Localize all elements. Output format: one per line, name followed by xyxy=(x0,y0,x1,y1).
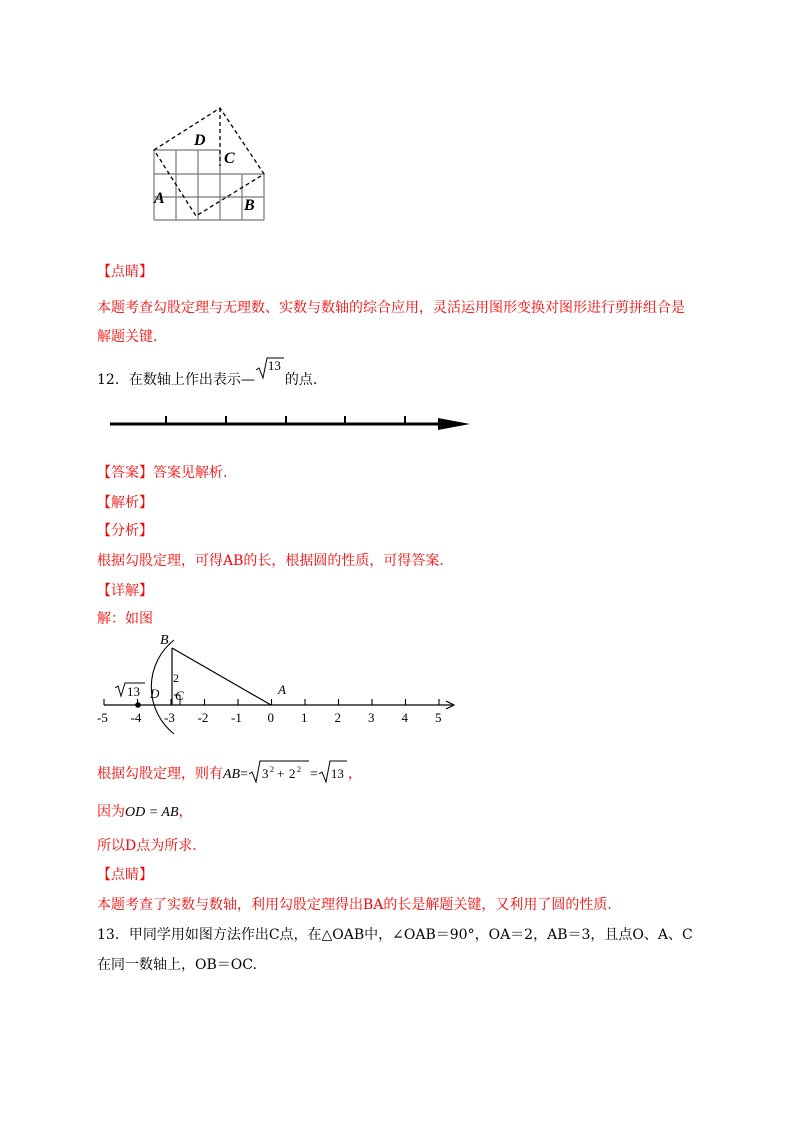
xiangjie-line: 解：如图 xyxy=(97,611,153,627)
axis-tick-label: 0 xyxy=(267,710,274,725)
fenxi-line: 根据勾股定理，可得AB的长，根据圆的性质，可得答案. xyxy=(97,553,444,569)
q12-suffix: 的点. xyxy=(284,372,318,388)
formula-2-expr: OD = AB xyxy=(125,805,179,820)
formula-1-eq: = xyxy=(240,767,249,782)
axis-tick-label: -5 xyxy=(97,710,108,725)
formula-1-eq2: = xyxy=(310,767,318,782)
formula-1-exp2: 2 xyxy=(297,765,302,774)
formula-1-base2: 2 xyxy=(289,766,296,781)
dianjing-heading-2: 【点睛】 xyxy=(97,867,153,883)
formula-1-exp1: 2 xyxy=(270,765,275,774)
blank-number-line xyxy=(108,410,473,438)
formula-2-tail: ， xyxy=(178,804,193,820)
xiangjie-heading: 【详解】 xyxy=(97,583,153,599)
axis-tick-label: -1 xyxy=(231,710,242,725)
label-b-point: B xyxy=(160,633,169,648)
segment-ab xyxy=(172,648,271,705)
axis-tick-label: -4 xyxy=(130,710,142,725)
formula-1-ab: AB xyxy=(223,767,241,782)
answer-line: 【答案】答案见解析. xyxy=(97,465,228,481)
question-13-line-1: 13．甲同学用如图方法作出C点，在△OAB中，∠OAB＝90°，OA＝2，AB＝3，且点O、A、C xyxy=(97,927,693,943)
q12-prefix: 12．在数轴上作出表示— xyxy=(97,372,255,388)
conclusion-line: 所以D点为所求. xyxy=(97,838,197,854)
label-two: 2 xyxy=(173,671,179,685)
formula-1-radicand: 13 xyxy=(330,766,344,781)
dianjing-2-line: 本题考查了实数与数轴，利用勾股定理得出BA的长是解题关键，又利用了圆的性质. xyxy=(97,897,612,913)
axis-tick-label: -2 xyxy=(197,710,209,725)
formula-2 xyxy=(97,802,193,823)
formula-1-tail: ， xyxy=(347,766,362,782)
axis-tick-label: 3 xyxy=(368,710,375,725)
grid-figure xyxy=(140,100,280,230)
axis-tick-label: 2 xyxy=(334,710,341,725)
label-a-point: A xyxy=(278,682,286,697)
question-12 xyxy=(97,358,318,390)
point-d xyxy=(135,702,141,708)
label-b: B xyxy=(244,197,255,214)
label-d: D xyxy=(194,132,206,149)
formula-1 xyxy=(97,764,362,785)
formula-1-root2 xyxy=(318,764,348,784)
label-d-point: D xyxy=(150,686,160,701)
label-a: A xyxy=(154,190,165,207)
dianjing-line-2: 解题关键. xyxy=(97,329,158,345)
axis-tick-label: -3 xyxy=(164,710,175,725)
dianjing-heading-1: 【点睛】 xyxy=(97,264,153,280)
jiexi-heading: 【解析】 xyxy=(97,495,153,511)
axis-ticks xyxy=(97,699,442,725)
q12-radicand: 13 xyxy=(267,358,281,373)
axis-figure xyxy=(90,630,465,740)
dianjing-line-1: 本题考查勾股定理与无理数、实数与数轴的综合应用，灵活运用图形变换对图形进行剪拼组合是 xyxy=(97,300,685,316)
sqrt-13-label: 13 xyxy=(127,684,140,699)
axis-tick-label: 5 xyxy=(435,710,442,725)
axis-tick-label: 4 xyxy=(401,710,408,725)
formula-1-root xyxy=(248,764,310,784)
formula-2-prefix: 因为 xyxy=(97,804,125,820)
formula-1-plus: + xyxy=(277,766,285,781)
label-c: C xyxy=(224,150,235,167)
fenxi-heading: 【分析】 xyxy=(97,523,153,539)
formula-1-base1: 3 xyxy=(262,766,269,781)
axis-tick-label: 1 xyxy=(301,710,308,725)
question-13-line-2: 在同一数轴上，OB＝OC. xyxy=(97,957,257,973)
formula-1-prefix: 根据勾股定理，则有 xyxy=(97,766,223,782)
q12-sqrt xyxy=(255,358,285,390)
label-c-point: C xyxy=(175,688,184,703)
